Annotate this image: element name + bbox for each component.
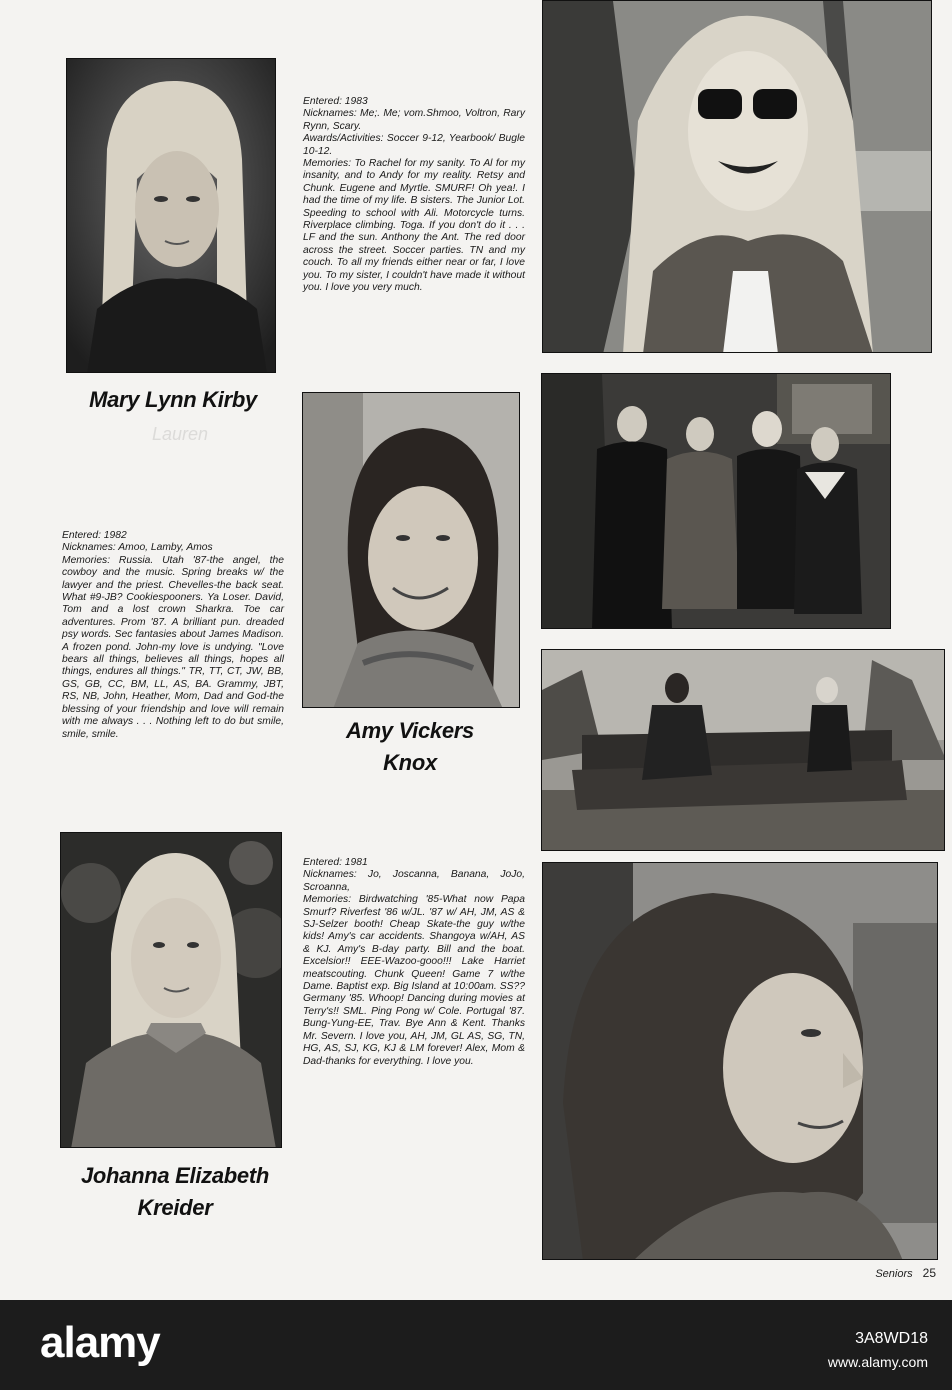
name-johanna-elizabeth-kreider	[40, 1160, 310, 1224]
entered-year: Entered: 1981	[303, 857, 368, 868]
group-photo-four-girls	[541, 373, 891, 629]
section-label: Seniors	[875, 1268, 913, 1280]
alamy-logo: alamy	[40, 1318, 160, 1367]
page-number: 25	[922, 1266, 936, 1280]
page-footer	[875, 1266, 936, 1280]
entered-year: Entered: 1983	[303, 96, 368, 107]
nicknames: Nicknames: Amoo, Lamby, Amos	[62, 542, 213, 554]
couch-outdoor-photo	[541, 649, 945, 851]
candid-photo-profile	[542, 862, 938, 1260]
name-line: Johanna Elizabeth	[80, 1163, 270, 1188]
name-amy-vickers-knox	[300, 715, 520, 779]
nicknames: Nicknames: Me;. Me; vom.Shmoo, Voltron, Rary Rynn, Scary.	[303, 108, 525, 132]
name-line: Knox	[383, 750, 437, 775]
site-url: www.alamy.com	[827, 1354, 928, 1370]
candid-photo-sunglasses	[542, 0, 932, 353]
memories: Memories: Russia. Utah '87-the angel, the cowboy and the music. Spring breaks w/ the lawyer and the priest. Chevelles-the back seat. What #9-JB? Cookiespooners. Ya Loser. David, Tom and a lost crown Sharkra. Toe car adventures. Prom '87. A brilliant pun. dreaded psy words. Sec fantasies about James Madison. A frozen pond. John-my love is undying. "Love bears all things, believes all things, hopes all things, endures all things." TR, TT, CT, JW, BB, GS, GB, CC, BM, LL, AS, BA. Grammy, JBT, RS, NB, John, Heather, Mom, Dad and God-the blessing of your friendship and love will remain with me always . . . Nothing left to do but smile, smile, smile.	[62, 554, 284, 740]
name-line: Amy Vickers	[346, 718, 474, 743]
bleed-through-text: Lauren	[151, 424, 209, 444]
entered-year: Entered: 1982	[62, 530, 127, 541]
bio-amy-vickers-knox	[62, 530, 284, 741]
bio-mary-lynn-kirby	[303, 96, 525, 295]
name-line: Kreider	[137, 1195, 213, 1220]
portrait-amy-vickers-knox	[302, 392, 520, 708]
bio-johanna-elizabeth-kreider	[303, 857, 525, 1068]
portrait-johanna-elizabeth-kreider	[60, 832, 282, 1148]
name-mary-lynn-kirby: Mary Lynn Kirby	[89, 387, 257, 412]
memories: Memories: Birdwatching '85-What now Papa Smurf? Riverfest '86 w/JL. '87 w/ AH, JM, AS & SJ-Selzer booth! Cheap Skate-the guy w/the kids! Amy's car accidents. Shangoya w/AH, AS & KJ. Amy's B-day party. Bill and the boat. Excelsior!! EEE-Wazoo-gooo!!! Lake Harriet meatscouting. Chunk Queen! Game 7 w/the Dame. Baptist exp. Big Island at 10:00am. SS?? Germany '85. Whoop! Dancing during movies at Terry's!! SML. Ping Pong w/ Cole. Portugal '87. Bung-Yung-EE, Trav. Bye Ann & Kent. Thanks Mr. Severn. I love you, AH, JM, GL AS, SG, TN, HG, AS, SJ, KG, KJ & LM forever! Alex, Mom & Dad-thanks for everything. I love you.	[303, 894, 525, 1067]
awards-activities: Awards/Activities: Soccer 9-12, Yearbook/ Bugle 10-12.	[303, 133, 525, 157]
memories: Memories: To Rachel for my sanity. To Al for my insanity, and to Andy for my reality. Retsy and Chunk. Eugene and Myrtle. SMURF! Oh yea!. I had the time of my life. B sisters. The Junior Lot. Speeding to school with Ali. Motorcycle turns. Riverplace climbing. Toga. If you don't do it . . . LF and the sun. Anthony the Ant. The red door across the street. Soccer parties. TN and my couch. To all my friends either near or far, I love you. To my sister, I couldn't have made it without you. I love you very much.	[303, 158, 525, 294]
nicknames: Nicknames: Jo, Joscanna, Banana, JoJo, Scroanna,	[303, 869, 525, 893]
image-id: 3A8WD18	[855, 1330, 928, 1347]
portrait-mary-lynn-kirby	[66, 58, 276, 373]
